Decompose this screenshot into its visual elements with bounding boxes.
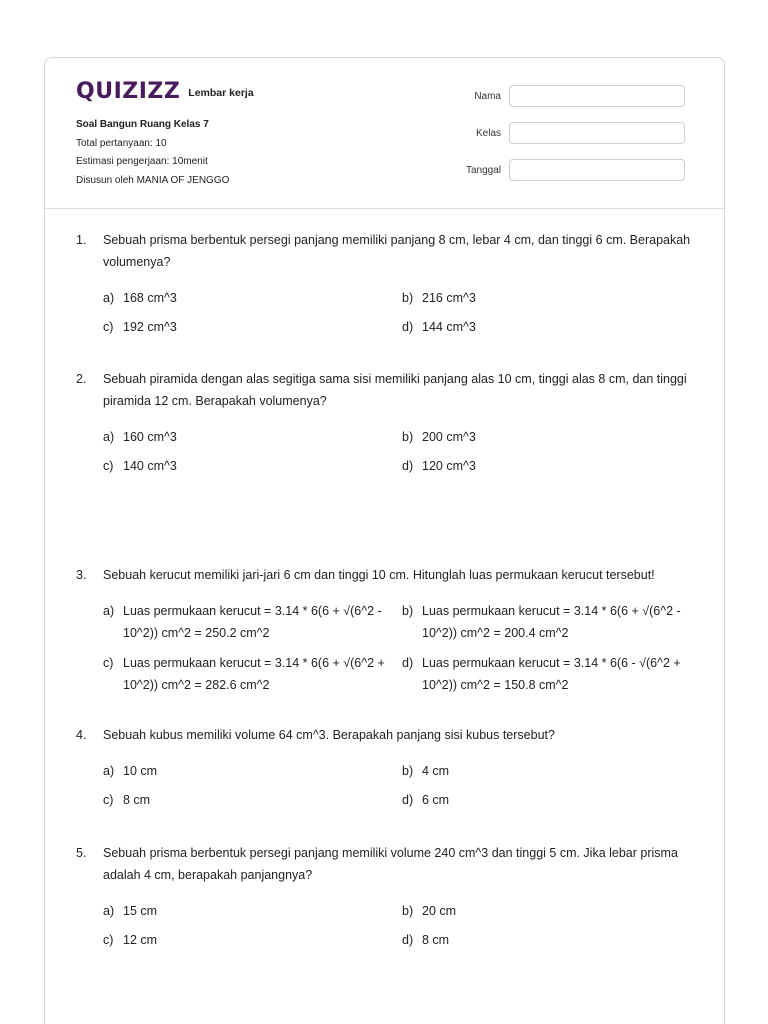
date-input[interactable]	[509, 159, 685, 181]
option-d	[402, 789, 682, 811]
option-letter: d)	[402, 459, 414, 473]
option-letter: c)	[103, 459, 114, 473]
question-number: 2.	[76, 372, 87, 386]
option-b	[402, 760, 682, 782]
option-b	[402, 900, 682, 922]
option-c	[103, 455, 383, 477]
time-estimate: Estimasi pengerjaan: 10menit	[76, 156, 208, 167]
option-text: 10 cm	[123, 764, 158, 778]
option-letter: d)	[402, 320, 414, 334]
option-letter: b)	[402, 430, 414, 444]
date-label: Tanggal	[465, 164, 501, 176]
option-text: Luas permukaan kerucut = 3.14 * 6(6 + √(6^2 - 10^2)) cm^2 = 200.4 cm^2	[422, 604, 681, 640]
option-b	[402, 287, 682, 309]
option-text: 200 cm^3	[422, 430, 476, 444]
class-input[interactable]	[509, 122, 685, 144]
option-c	[103, 929, 383, 951]
option-letter: c)	[103, 793, 114, 807]
option-d	[402, 652, 698, 696]
option-b	[402, 600, 698, 644]
date-field	[445, 159, 693, 181]
name-label: Nama	[474, 90, 501, 102]
option-letter: b)	[402, 291, 414, 305]
question-text: Sebuah kerucut memiliki jari-jari 6 cm dan tinggi 10 cm. Hitunglah luas permukaan kerucut tersebut!	[103, 568, 655, 582]
class-label: Kelas	[475, 127, 501, 139]
option-a	[103, 287, 383, 309]
option-text: Luas permukaan kerucut = 3.14 * 6(6 + √(6^2 + 10^2)) cm^2 = 282.6 cm^2	[123, 656, 385, 692]
option-text: 140 cm^3	[123, 459, 177, 473]
option-text: Luas permukaan kerucut = 3.14 * 6(6 - √(6^2 + 10^2)) cm^2 = 150.8 cm^2	[422, 656, 681, 692]
class-field	[445, 122, 693, 144]
worksheet-sheet	[44, 57, 725, 1024]
option-letter: a)	[103, 904, 115, 918]
option-c	[103, 789, 383, 811]
option-letter: b)	[402, 604, 414, 618]
question-text: Sebuah kubus memiliki volume 64 cm^3. Berapakah panjang sisi kubus tersebut?	[103, 728, 555, 742]
option-text: 20 cm	[422, 904, 457, 918]
question-text: Sebuah prisma berbentuk persegi panjang memiliki panjang 8 cm, lebar 4 cm, dan tinggi 6 cm. Berapakah volumenya?	[103, 233, 691, 269]
total-questions: Total pertanyaan: 10	[76, 137, 167, 149]
worksheet-title: Soal Bangun Ruang Kelas 7	[76, 119, 209, 130]
brand	[76, 80, 254, 104]
option-a	[103, 900, 383, 922]
question-number: 1.	[76, 233, 87, 247]
option-b	[402, 426, 682, 448]
option-text: 12 cm	[123, 933, 158, 947]
question-number: 4.	[76, 728, 87, 742]
option-letter: b)	[402, 764, 414, 778]
option-letter: c)	[103, 933, 114, 947]
option-letter: a)	[103, 291, 115, 305]
option-d	[402, 929, 682, 951]
option-text: 4 cm	[422, 764, 450, 778]
author: Disusun oleh MANIA OF JENGGO	[76, 174, 230, 186]
option-c	[103, 652, 399, 696]
worksheet-meta	[76, 116, 229, 190]
option-letter: a)	[103, 604, 115, 618]
option-text: 120 cm^3	[422, 459, 476, 473]
option-text: 168 cm^3	[123, 291, 177, 305]
name-field	[445, 85, 693, 107]
option-text: 216 cm^3	[422, 291, 476, 305]
option-text: 160 cm^3	[123, 430, 177, 444]
question-number: 3.	[76, 568, 87, 582]
question-text: Sebuah prisma berbentuk persegi panjang memiliki volume 240 cm^3 dan tinggi 5 cm. Jika lebar prisma adalah 4 cm, berapakah panjangnya?	[103, 846, 678, 882]
option-letter: c)	[103, 320, 114, 334]
option-text: 6 cm	[422, 793, 450, 807]
worksheet-label: Lembar kerja	[188, 87, 254, 99]
option-text: 192 cm^3	[123, 320, 177, 334]
option-letter: a)	[103, 764, 115, 778]
option-a	[103, 600, 399, 644]
option-a	[103, 760, 383, 782]
option-text: 15 cm	[123, 904, 158, 918]
option-letter: d)	[402, 933, 414, 947]
option-text: Luas permukaan kerucut = 3.14 * 6(6 + √(6^2 - 10^2)) cm^2 = 250.2 cm^2	[123, 604, 382, 640]
option-letter: b)	[402, 904, 414, 918]
option-c	[103, 316, 383, 338]
option-a	[103, 426, 383, 448]
quizizz-logo: QUIZIZZ	[76, 79, 181, 104]
option-d	[402, 316, 682, 338]
option-text: 8 cm	[123, 793, 151, 807]
option-d	[402, 455, 682, 477]
question-number: 5.	[76, 846, 87, 860]
question-text: Sebuah piramida dengan alas segitiga sama sisi memiliki panjang alas 10 cm, tinggi alas 8 cm, dan tinggi piramida 12 cm. Berapakah volumenya?	[103, 372, 687, 408]
option-letter: a)	[103, 430, 115, 444]
worksheet-header	[45, 58, 724, 209]
option-letter: c)	[103, 656, 114, 670]
option-text: 144 cm^3	[422, 320, 476, 334]
option-letter: d)	[402, 793, 414, 807]
name-input[interactable]	[509, 85, 685, 107]
option-letter: d)	[402, 656, 414, 670]
option-text: 8 cm	[422, 933, 450, 947]
